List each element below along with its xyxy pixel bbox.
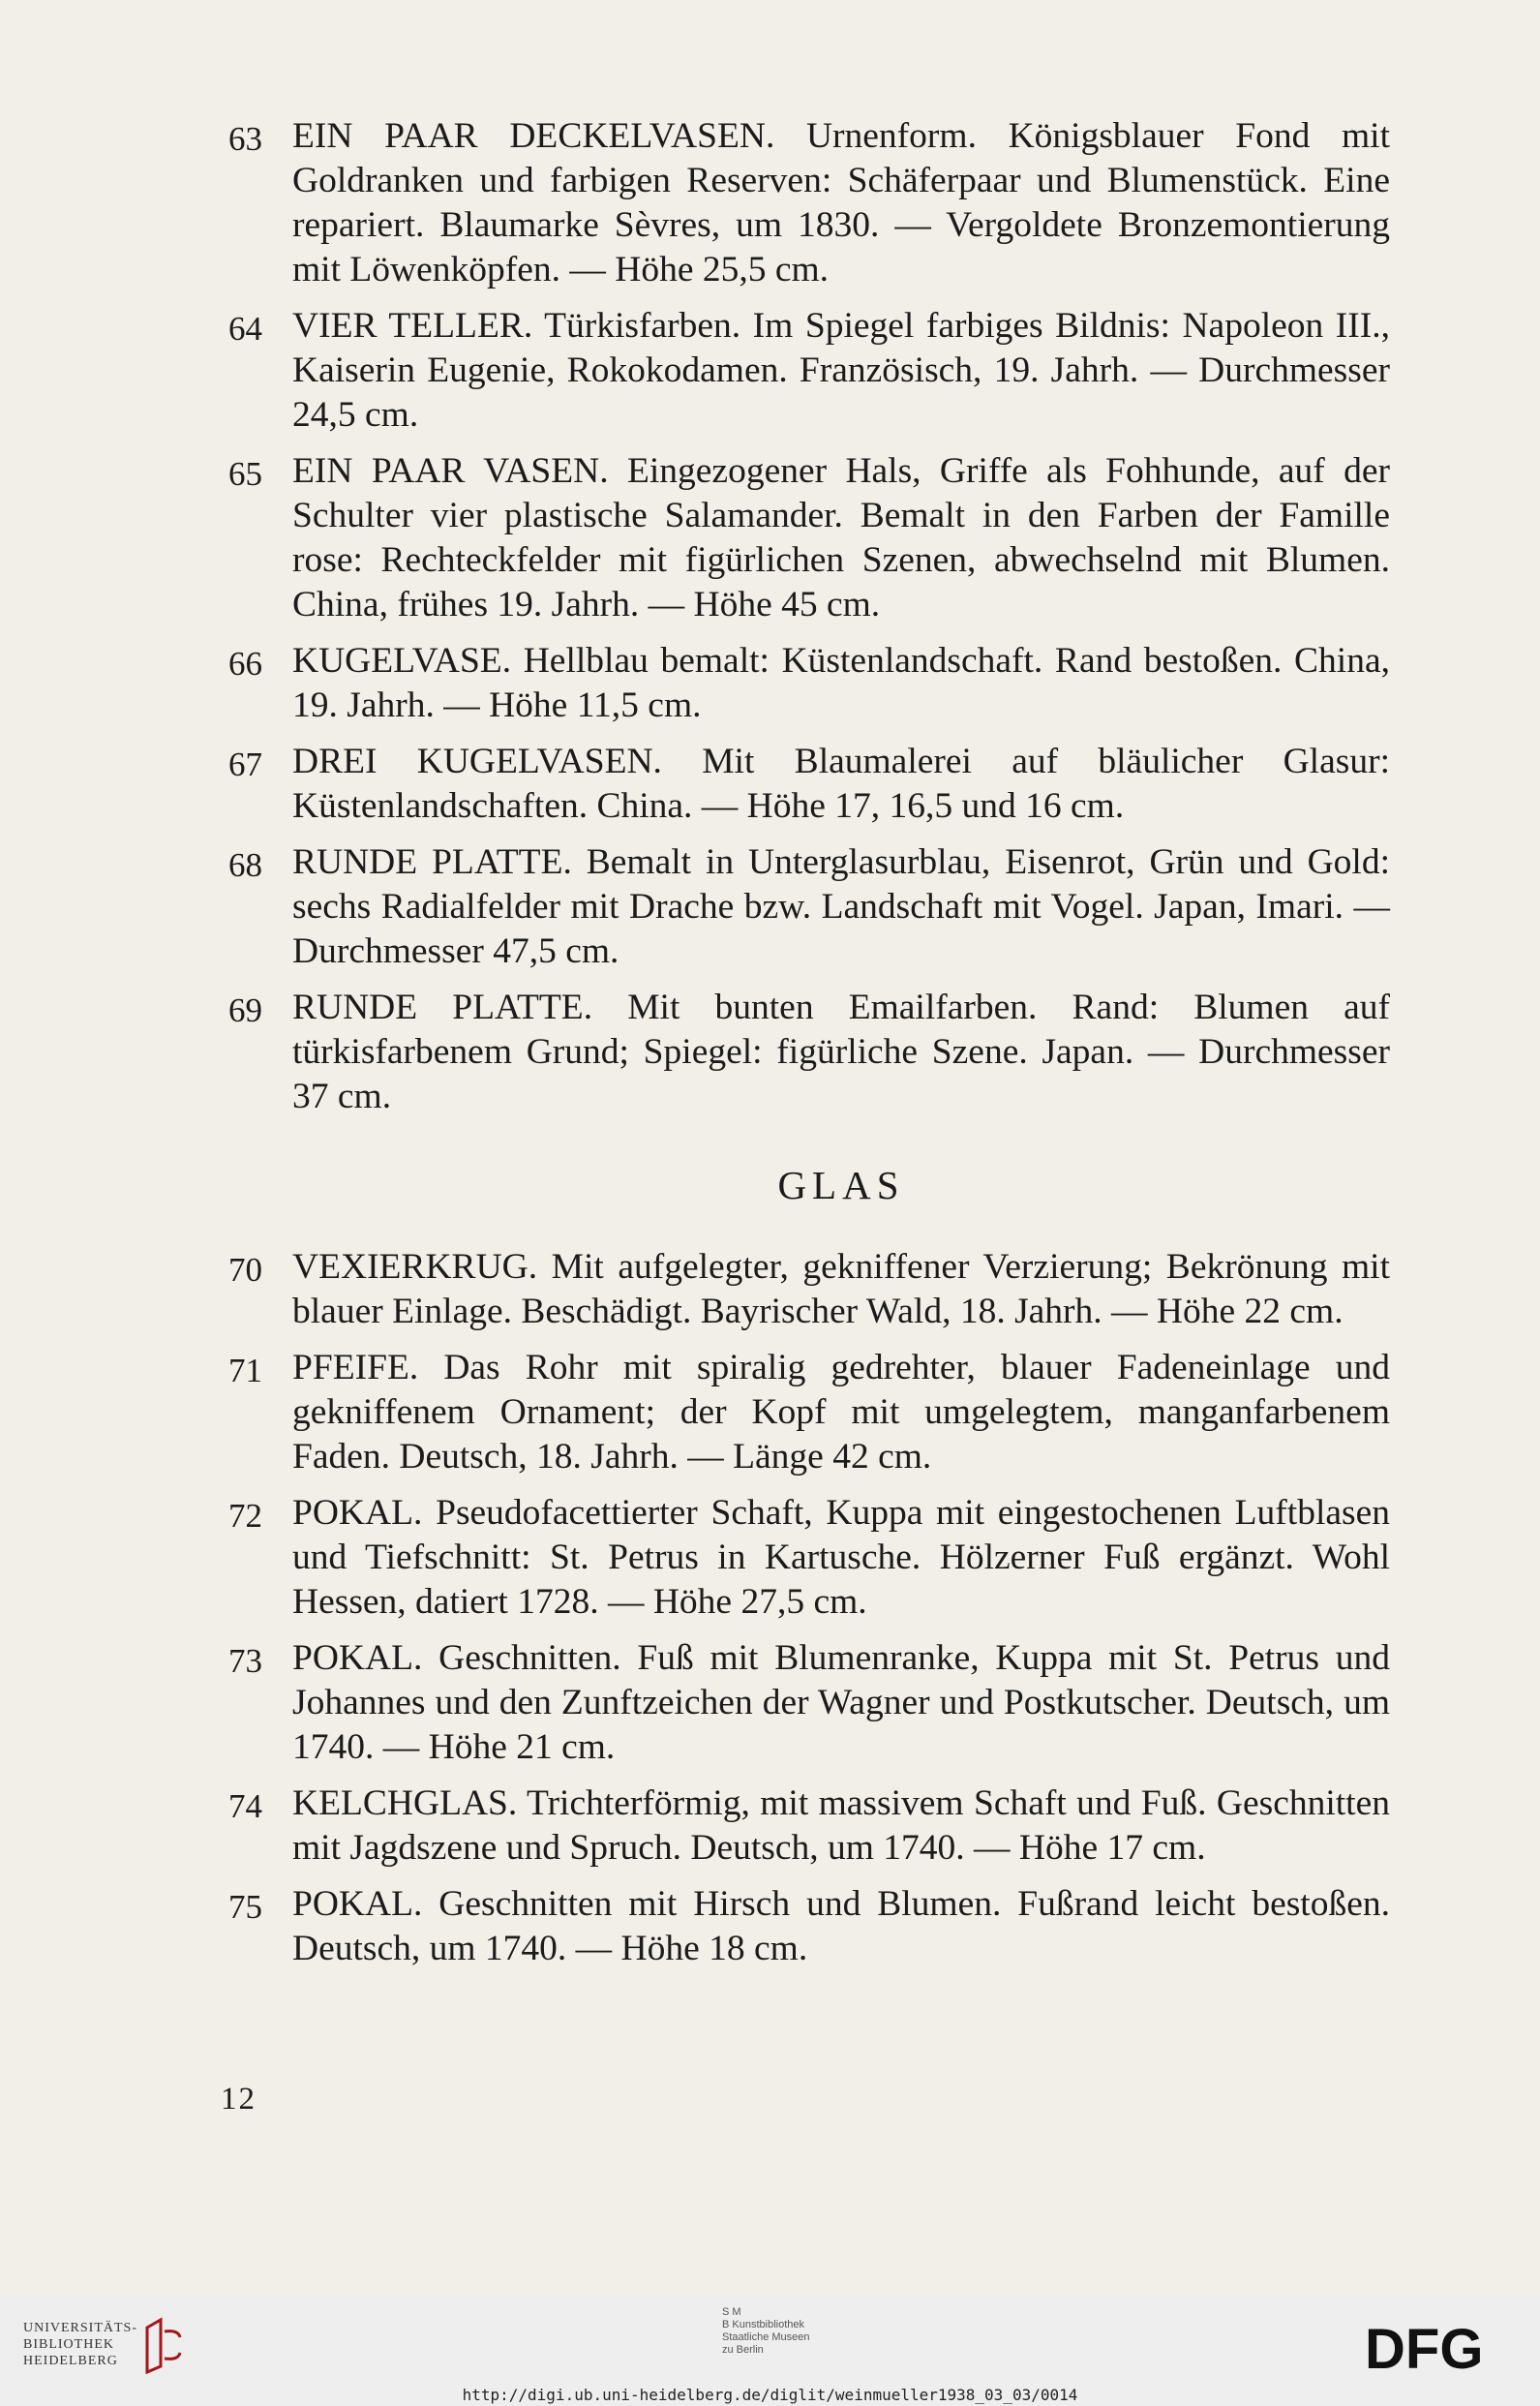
- catalog-entry-66: [228, 639, 1390, 728]
- catalog-entry-71: [228, 1346, 1390, 1479]
- catalog-text-block: [228, 114, 1390, 1983]
- entry-text: DREI KUGELVASEN. Mit Blaumalerei auf bläulicher Glasur: Küstenlandschaften. China. — Höhe 17, 16,5 und 16 cm.: [292, 742, 1390, 826]
- catalog-entry-69: [228, 986, 1390, 1119]
- catalog-entry-67: [228, 740, 1390, 829]
- entry-text: EIN PAAR VASEN. Eingezogener Hals, Griffe als Fohhunde, auf der Schulter vier plastische Salamander. Bemalt in den Farben der Famille rose: Rechteckfelder mit figürlichen Szenen, abwechselnd mit Blumen. China, frühes 19. Jahrh. — Höhe 45 cm.: [292, 451, 1390, 624]
- catalog-entry-64: [228, 304, 1390, 438]
- entry-number: 67: [228, 746, 262, 783]
- uni-logo-line: BIBLIOTHEK: [23, 2337, 114, 2352]
- permalink-url[interactable]: http://digi.ub.uni-heidelberg.de/diglit/weinmueller1938_03_03/0014: [462, 2386, 1078, 2404]
- entry-text: RUNDE PLATTE. Mit bunten Emailfarben. Rand: Blumen auf türkisfarbenem Grund; Spiegel: figürliche Szene. Japan. — Durchmesser 37 cm.: [292, 988, 1390, 1116]
- entry-number: 70: [228, 1251, 262, 1289]
- entry-number: 66: [228, 645, 262, 683]
- dfg-logo[interactable]: [1365, 2322, 1520, 2376]
- catalog-entry-65: [228, 449, 1390, 627]
- entry-text: POKAL. Geschnitten. Fuß mit Blumenranke, Kuppa mit St. Petrus und Johannes und den Zunftzeichen der Wagner und Postkutscher. Deutsch, um 1740. — Höhe 21 cm.: [292, 1638, 1390, 1767]
- viewer-footer: [0, 2297, 1540, 2406]
- entry-text: KELCHGLAS. Trichterförmig, mit massivem Schaft und Fuß. Geschnitten mit Jagdszene und Spruch. Deutsch, um 1740. — Höhe 17 cm.: [292, 1783, 1390, 1868]
- university-library-logo[interactable]: [23, 2320, 137, 2369]
- entry-number: 65: [228, 455, 262, 493]
- stamp-line: zu Berlin: [722, 2344, 764, 2356]
- stamp-line: Staatliche Museen: [722, 2331, 810, 2343]
- catalog-entry-63: [228, 114, 1390, 292]
- stamp-line: B Kunstbibliothek: [722, 2319, 804, 2330]
- entry-number: 75: [228, 1888, 262, 1926]
- catalog-entry-72: [228, 1491, 1390, 1625]
- catalog-entry-74: [228, 1782, 1390, 1871]
- entry-number: 72: [228, 1497, 262, 1535]
- entry-number: 63: [228, 120, 262, 158]
- section-heading-glas: GLAS: [777, 1163, 905, 1207]
- entry-text: EIN PAAR DECKELVASEN. Urnenform. Königsblauer Fond mit Goldranken und farbigen Reserven: Schäferpaar und Blumenstück. Eine repariert. Blaumarke Sèvres, um 1830. — Vergoldete Bronzemontierung mit Löwenköpfen. — Höhe 25,5 cm.: [292, 116, 1390, 289]
- entry-text: VIER TELLER. Türkisfarben. Im Spiegel farbiges Bildnis: Napoleon III., Kaiserin Eugenie, Rokokodamen. Französisch, 19. Jahrh. — Durchmesser 24,5 cm.: [292, 306, 1390, 435]
- entry-number: 71: [228, 1352, 262, 1389]
- entry-text: POKAL. Geschnitten mit Hirsch und Blumen. Fußrand leicht bestoßen. Deutsch, um 1740. — Höhe 18 cm.: [292, 1884, 1390, 1968]
- entry-number: 74: [228, 1787, 262, 1825]
- entry-number: 69: [228, 991, 262, 1029]
- page-number: 12: [221, 2082, 257, 2117]
- catalog-entry-70: [228, 1245, 1390, 1334]
- dfg-logo-text: DFG: [1365, 2322, 1484, 2376]
- catalog-entry-75: [228, 1882, 1390, 1971]
- uni-logo-line: HEIDELBERG: [23, 2354, 118, 2368]
- entry-number: 68: [228, 846, 262, 884]
- entry-text: PFEIFE. Das Rohr mit spiralig gedrehter, blauer Fadeneinlage und gekniffenem Ornament; der Kopf mit umgelegtem, manganfarbenem Faden. Deutsch, 18. Jahrh. — Länge 42 cm.: [292, 1348, 1390, 1477]
- entry-text: POKAL. Pseudofacettierter Schaft, Kuppa mit eingestochenen Luftblasen und Tiefschnitt: St. Petrus in Kartusche. Hölzerner Fuß ergänzt. Wohl Hessen, datiert 1728. — Höhe 27,5 cm.: [292, 1493, 1390, 1622]
- entry-number: 73: [228, 1642, 262, 1680]
- catalog-entry-73: [228, 1636, 1390, 1770]
- entry-number: 64: [228, 310, 262, 348]
- uni-logo-line: UNIVERSITÄTS-: [23, 2321, 137, 2335]
- entry-text: RUNDE PLATTE. Bemalt in Unterglasurblau, Eisenrot, Grün und Gold: sechs Radialfelder mit Drache bzw. Landschaft mit Vogel. Japan, Imari. — Durchmesser 47,5 cm.: [292, 842, 1390, 971]
- stamp-line: S M: [722, 2306, 741, 2318]
- entry-text: KUGELVASE. Hellblau bemalt: Küstenlandschaft. Rand bestoßen. China, 19. Jahrh. — Höhe 11,5 cm.: [292, 641, 1390, 725]
- library-stamp: [722, 2306, 810, 2357]
- catalog-entry-68: [228, 840, 1390, 974]
- entry-text: VEXIERKRUG. Mit aufgelegter, gekniffener Verzierung; Bekrönung mit blauer Einlage. Beschädigt. Bayrischer Wald, 18. Jahrh. — Höhe 22 cm.: [292, 1247, 1390, 1331]
- uni-mark-icon: [139, 2316, 186, 2374]
